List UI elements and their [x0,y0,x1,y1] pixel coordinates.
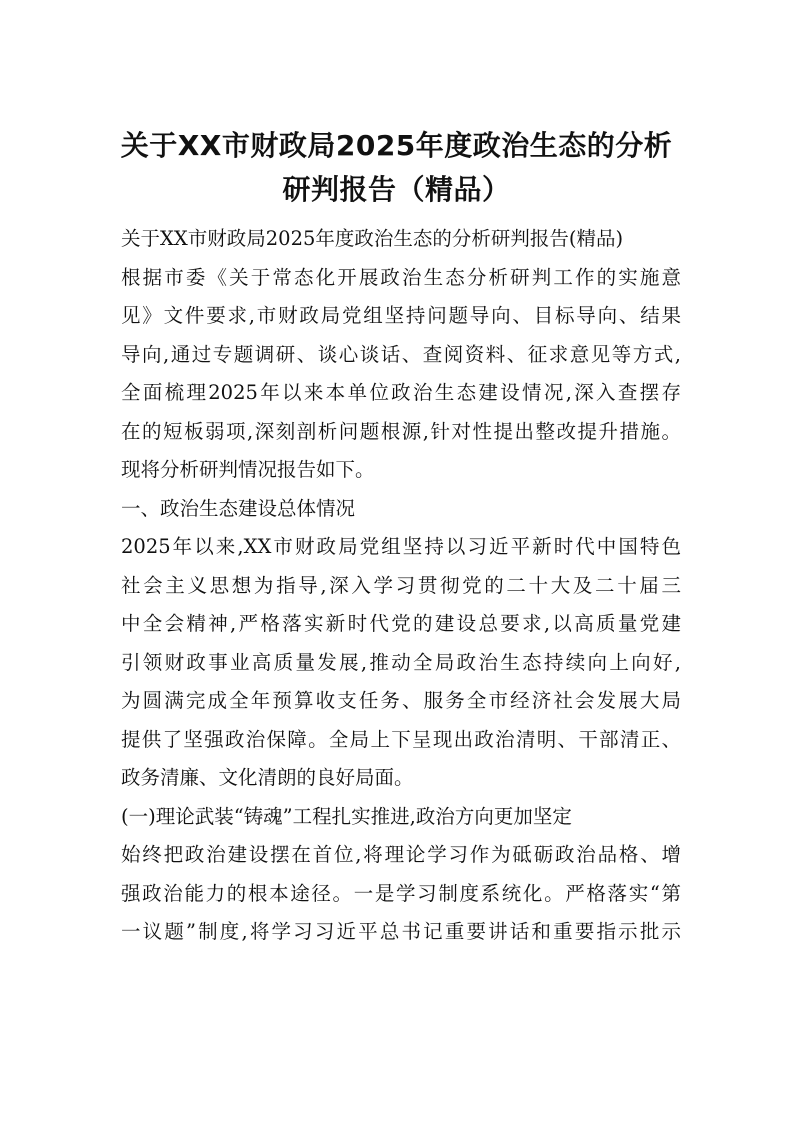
body-line: 全面梳理2025年以来本单位政治生态建设情况,深入查摆存 [121,381,681,404]
body-line: 政务清廉、文化清朗的良好局面。 [121,766,414,789]
body-line: 一议题”制度,将学习习近平总书记重要讲话和重要指示批示 [121,920,681,943]
body-line: 强政治能力的根本途径。一是学习制度系统化。严格落实“第 [121,881,681,905]
body-line: 导向,通过专题调研、谈心谈话、查阅资料、征求意见等方式, [121,342,681,366]
body-line-subtitle: 关于XX市财政局2025年度政治生态的分析研判报告(精品) [121,227,624,250]
body-line: 根据市委《关于常态化开展政治生态分析研判工作的实施意 [121,265,681,289]
document-body [121,220,681,952]
body-line: 中全会精神,严格落实新时代党的建设总要求,以高质量党建 [121,612,681,635]
body-line: 社会主义思想为指导,深入学习贯彻党的二十大及二十届三 [121,573,681,597]
body-line: 提供了坚强政治保障。全局上下呈现出政治清明、干部清正、 [121,727,681,751]
document-title-line-1: 关于XX市财政局2025年度政治生态的分析 [120,129,673,162]
document-title-line-2: 研判报告（精品） [282,173,511,206]
body-line: 始终把政治建设摆在首位,将理论学习作为砥砺政治品格、增 [121,843,681,866]
body-line: 2025年以来,XX市财政局党组坚持以习近平新时代中国特色 [121,535,681,558]
section-heading: 一、政治生态建设总体情况 [121,496,356,520]
subsection-heading: (一)理论武装“铸魂”工程扎实推进,政治方向更加坚定 [121,804,572,828]
body-line: 为圆满完成全年预算收支任务、服务全市经济社会发展大局 [121,689,681,712]
body-line: 现将分析研判情况报告如下。 [121,458,375,481]
body-line: 见》文件要求,市财政局党组坚持问题导向、目标导向、结果 [121,304,681,327]
body-line: 引领财政事业高质量发展,推动全局政治生态持续向上向好, [121,650,681,674]
body-line: 在的短板弱项,深刻剖析问题根源,针对性提出整改提升措施。 [121,419,681,443]
